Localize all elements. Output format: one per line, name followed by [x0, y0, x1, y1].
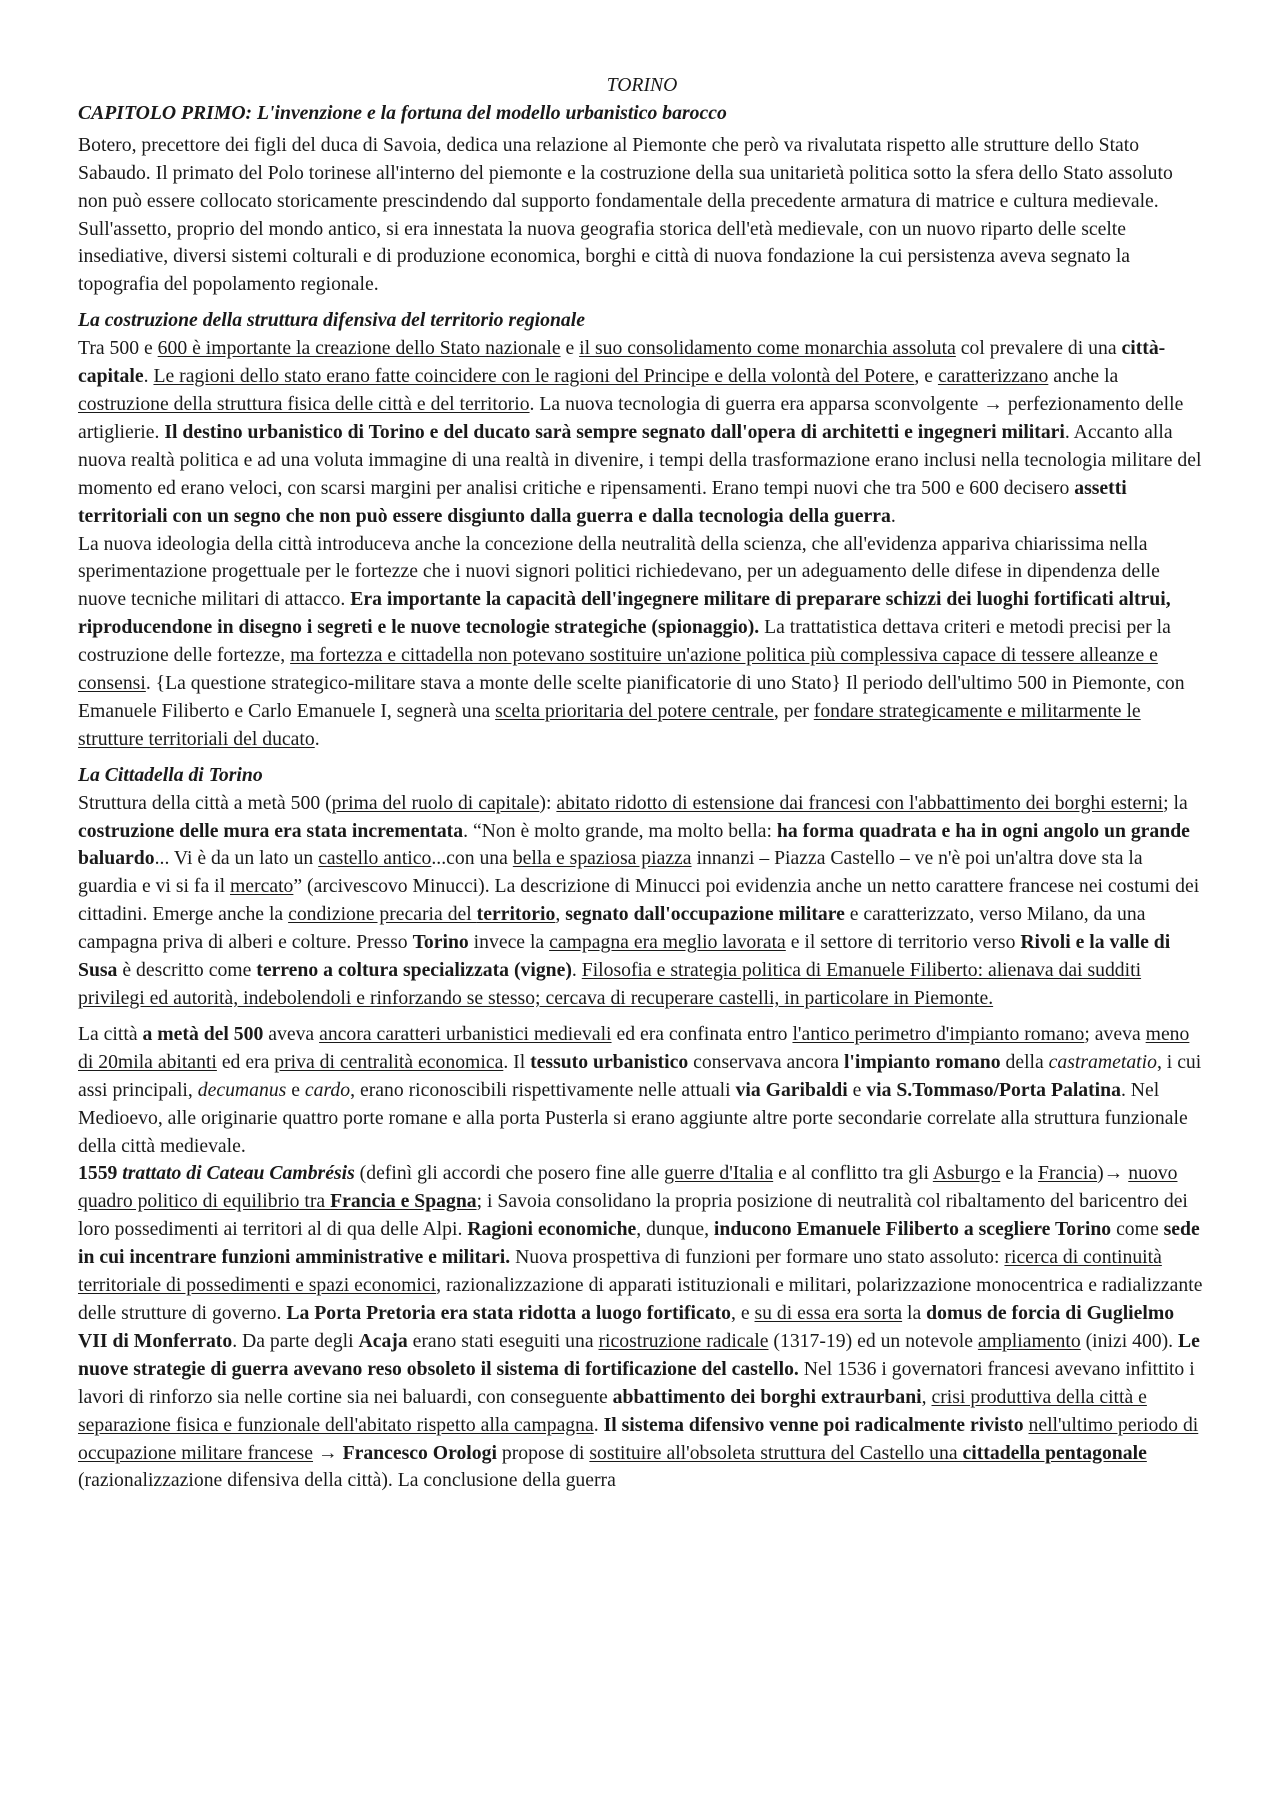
text-run: , dunque,: [636, 1218, 714, 1241]
text-run: costruzione delle mura era stata incrementata: [78, 819, 464, 842]
text-run: la: [902, 1301, 927, 1324]
text-run: tessuto urbanistico: [530, 1050, 689, 1073]
text-run: Acaja: [358, 1329, 408, 1352]
text-run: .: [571, 959, 582, 982]
text-run: ; i Savoia consolidano la propria posizione di neutralità col ribaltamento del baricentro dei loro possedimenti ai territori al di qua delle Alpi.: [78, 1190, 1188, 1241]
text-run: Era importante la capacità dell'ingegnere militare di preparare schizzi dei luoghi fortificati altrui, riproducendone in disegno i segreti e le nuove tecnologie strategiche (spionaggio).: [78, 588, 1171, 639]
text-run: su di essa era sorta: [754, 1301, 903, 1324]
text-run: anche la: [1048, 365, 1119, 388]
text-run: Il sistema difensivo venne poi radicalmente rivisto: [603, 1413, 1024, 1436]
text-run: decumanus: [197, 1078, 287, 1101]
text-run: castello antico: [318, 847, 432, 870]
text-run: .: [890, 504, 896, 527]
text-run: Struttura della città a metà 500 (: [78, 791, 332, 814]
text-run: come: [1111, 1218, 1164, 1241]
text-run: col prevalere di una: [955, 337, 1122, 360]
text-run: l'impianto romano: [843, 1050, 1001, 1073]
text-run: assetti territoriali con un segno che non può essere disgiunto dalla guerra e dalla tecnologia della guerra: [78, 476, 1127, 527]
text-run: ricostruzione radicale: [598, 1329, 769, 1352]
text-run: domus de forcia di Guglielmo VII di Monferrato: [78, 1301, 1175, 1352]
text-run: )→: [1097, 1162, 1129, 1185]
text-run: , erano riconoscibili rispettivamente nelle attuali: [350, 1078, 736, 1101]
text-run: ricerca di continuità territoriale di possedimenti e spazi economici: [78, 1246, 1162, 1297]
text-run: e la: [1000, 1162, 1039, 1185]
text-run: e caratterizzato, verso Milano, da una campagna priva di alberi e colture. Presso: [78, 903, 1146, 954]
text-run: prima del ruolo di capitale: [331, 791, 540, 814]
text-run: terreno a coltura specializzata (vigne): [256, 959, 572, 982]
text-run: e al conflitto tra gli: [773, 1162, 933, 1185]
text-run: mercato: [229, 875, 294, 898]
text-run: Ragioni economiche: [467, 1218, 637, 1241]
text-run: Botero, precettore dei figli del duca di Savoia, dedica una relazione al Piemonte che però va rivalutata rispetto alle strutture dello Stato Sabaudo. Il primato del Polo torinese all'interno del piemonte e la costruzione della sua unitarietà politica sotto la sfera dello Stato assoluto non può essere collocato storicamente prescindendo dal supporto fondamentale della precedente armatura di matrice e cultura medievale. Sull'assetto, proprio del mondo antico, si era innestata la nuova geografia storica dell'età medievale, con un nuovo riparto delle scelte insediative, diversi sistemi colturali e di produzione economica, borghi e città di nuova fondazione la cui persistenza aveva segnato la topografia del popolamento regionale.: [78, 133, 1173, 296]
text-run: e il settore di territorio verso: [785, 931, 1021, 954]
text-run: La Porta Pretoria era stata ridotta a luogo fortificato: [286, 1301, 731, 1324]
text-run: . Nel Medioevo, alle originarie quattro porte romane e alla porta Pusterla si erano aggiunte altre porte secondarie correlate alla struttura funzionale della città medievale.: [78, 1078, 1188, 1157]
text-run: guerre d'Italia: [664, 1162, 774, 1185]
text-run: della: [1000, 1050, 1049, 1073]
text-run: Francia e Spagna: [330, 1190, 477, 1213]
text-run: , per: [773, 699, 814, 722]
text-run: inducono Emanuele Filiberto a scegliere Torino: [713, 1218, 1112, 1241]
text-run: .: [314, 727, 320, 750]
section-heading-cittadella: La Cittadella di Torino: [78, 763, 263, 786]
text-run: ... Vi è da un lato un: [154, 847, 319, 870]
text-run: Il destino urbanistico di Torino e del ducato sarà sempre segnato dall'opera di architetti e ingegneri militari: [164, 420, 1065, 443]
paragraph-city-mid-500: [78, 790, 1206, 1013]
text-run: . La nuova tecnologia di guerra era apparsa sconvolgente → perfezionamento delle artiglierie.: [78, 392, 1184, 443]
text-run: 600 è importante la creazione dello Stato nazionale: [157, 337, 561, 360]
text-run: crisi produttiva della città e separazione fisica e funzionale dell'abitato rispetto alla campagna: [78, 1385, 1147, 1436]
text-run: segnato dall'occupazione militare: [565, 903, 845, 926]
text-run: ,: [555, 903, 566, 926]
text-run: via Garibaldi: [735, 1078, 848, 1101]
text-run: La nuova ideologia della città introduceva anche la concezione della neutralità della scienza, che all'evidenza appariva chiarissima nella sperimentazione progettuale per le fortezze che i nuovi signori politici richiedevano, per un adeguamento delle difese in dipendenza delle nuove tecniche militari di attacco.: [78, 532, 1160, 611]
text-run: . Il: [503, 1050, 531, 1073]
text-run: cardo: [304, 1078, 351, 1101]
paragraph-military-engineering: [78, 531, 1206, 754]
text-run: ampliamento: [977, 1329, 1081, 1352]
text-run: ancora caratteri urbanistici medievali: [319, 1022, 612, 1045]
text-run: caratterizzano: [937, 365, 1049, 388]
text-run: . {La questione strategico-militare stava a monte delle scelte pianificatorie di uno Stato} Il periodo dell'ultimo 500 in Piemonte, con Emanuele Filiberto e Carlo Emanuele I, segnerà una: [78, 672, 1185, 722]
text-run: Rivoli e la valle di Susa: [78, 931, 1171, 982]
text-run: ,: [921, 1385, 932, 1408]
text-run: erano stati eseguiti una: [407, 1329, 599, 1352]
text-run: Asburgo: [932, 1162, 1001, 1185]
text-run: .: [143, 365, 154, 388]
text-run: ” (arcivescovo Minucci). La descrizione di Minucci poi evidenzia anche un netto carattere francese nei costumi dei cittadini. Emerge anche la: [78, 875, 1200, 926]
document-title: TORINO: [606, 74, 678, 96]
document-page: [78, 72, 1206, 1503]
text-run: , e: [914, 365, 938, 388]
text-run: Le ragioni dello stato erano fatte coincidere con le ragioni del Principe e della volontà del Potere: [153, 365, 915, 388]
text-run: . Accanto alla nuova realtà politica e ad una voluta immagine di una realtà in divenire, i tempi della trasformazione erano inclusi nella tecnologia militare del momento ed erano veloci, con scarsi margini per analisi critiche e ripensamenti. Erano tempi nuovi che tra 500 e 600 decisero: [78, 420, 1202, 499]
text-run: ...con una: [431, 847, 513, 870]
text-run: (inizi 400).: [1080, 1329, 1179, 1352]
paragraph-medieval-layout: [78, 1021, 1206, 1161]
text-run: città-capitale: [78, 337, 1166, 388]
text-run: (1317-19) ed un notevole: [768, 1329, 978, 1352]
text-run: nell'ultimo periodo di occupazione militare francese: [78, 1413, 1199, 1464]
text-run: , i cui assi principali,: [78, 1050, 1202, 1101]
text-run: sede in cui incentrare funzioni amministrative e militari.: [78, 1218, 1200, 1269]
text-run: Francia: [1038, 1162, 1098, 1185]
text-run: aveva: [263, 1022, 320, 1045]
text-run: scelta prioritaria del potere centrale: [495, 699, 774, 722]
text-run: conservava ancora: [688, 1050, 844, 1073]
text-run: via S.Tommaso/Porta Palatina: [866, 1078, 1121, 1101]
text-run: ; la: [1163, 791, 1188, 814]
text-run: . Da parte degli: [232, 1329, 359, 1352]
text-run: il suo consolidamento come monarchia assoluta: [579, 337, 956, 360]
text-run: condizione precaria del: [288, 903, 477, 926]
text-run: La città: [78, 1022, 143, 1045]
text-run: . “Non è molto grande, ma molto bella:: [463, 819, 777, 842]
text-run: nuovo quadro politico di equilibrio tra: [78, 1162, 1178, 1213]
text-run: e: [847, 1078, 867, 1101]
text-run: sostituire all'obsoleta struttura del Castello una: [589, 1441, 963, 1464]
text-run: bella e spaziosa piazza: [512, 847, 692, 870]
text-run: ):: [539, 791, 557, 814]
text-run: , e: [730, 1301, 755, 1324]
text-run: Torino: [412, 931, 469, 954]
section-heading-defensive-structure: La costruzione della struttura difensiva del territorio regionale: [78, 309, 585, 332]
text-run: ha forma quadrata e ha in ogni angolo un grande baluardo: [78, 819, 1190, 870]
text-run: , razionalizzazione di apparati istituzionali e militari, polarizzazione monocentrica e radializzante delle strutture di governo.: [78, 1274, 1203, 1324]
text-run: (razionalizzazione difensiva della città). La conclusione della guerra: [78, 1469, 616, 1492]
text-run: meno di 20mila abitanti: [78, 1022, 1190, 1073]
text-run: La trattatistica dettava criteri e metodi precisi per la costruzione delle fortezze,: [78, 616, 1171, 667]
text-run: è descritto come: [117, 959, 257, 982]
text-run: Tra 500 e: [78, 337, 158, 360]
text-run: 1559: [78, 1162, 123, 1185]
text-run: ma fortezza e cittadella non potevano sostituire un'azione politica più complessiva capace di tessere alleanze e consensi: [78, 644, 1158, 695]
text-run: priva di centralità economica: [274, 1050, 504, 1073]
text-run: propose di: [496, 1441, 590, 1464]
text-run: .: [593, 1413, 604, 1436]
text-run: fondare strategicamente e militarmente le strutture territoriali del ducato: [78, 699, 1141, 750]
text-run: Nel 1536 i governatori francesi avevano infittito i lavori di rinforzo sia nelle cortine sia nei baluardi, con conseguente: [78, 1357, 1195, 1408]
text-run: e: [286, 1078, 305, 1101]
text-run: invece la: [468, 931, 550, 954]
text-run: abbattimento dei borghi extraurbani: [612, 1385, 922, 1408]
text-run: costruzione della struttura fisica delle città e del territorio: [78, 392, 530, 415]
text-run: →: [313, 1441, 343, 1464]
text-run: territorio: [476, 903, 556, 926]
text-run: castrametatio: [1048, 1050, 1157, 1073]
text-run: Filosofia e strategia politica di Emanuele Filiberto: alienava dai sudditi privilegi ed autorità, indebolendoli e rinforzando se stesso; cercava di recuperare castelli, in particolare in Piemonte.: [78, 959, 1142, 1009]
text-run: ; aveva: [1084, 1022, 1146, 1045]
text-run: campagna era meglio lavorata: [549, 931, 786, 954]
text-run: l'antico perimetro d'impianto romano: [792, 1022, 1085, 1045]
text-run: Le nuove strategie di guerra avevano reso obsoleto il sistema di fortificazione del castello.: [78, 1329, 1200, 1380]
text-run: Nuova prospettiva di funzioni per formare uno stato assoluto:: [510, 1246, 1005, 1269]
chapter-heading: CAPITOLO PRIMO: L'invenzione e la fortuna del modello urbanistico barocco: [78, 101, 727, 124]
text-run: e: [560, 337, 580, 360]
paragraph-nation-state: [78, 335, 1206, 530]
text-run: a metà del 500: [142, 1022, 264, 1045]
text-run: trattato di Cateau Cambrésis: [122, 1162, 355, 1185]
intro-paragraph: [78, 132, 1206, 299]
text-run: abitato ridotto di estensione dai francesi con l'abbattimento dei borghi esterni: [556, 791, 1164, 814]
text-run: Francesco Orologi: [342, 1441, 497, 1464]
text-run: ed era confinata entro: [611, 1022, 793, 1045]
paragraph-cateau-cambresis: [78, 1160, 1206, 1495]
text-run: (definì gli accordi che posero fine alle: [354, 1162, 665, 1185]
text-run: ed era: [216, 1050, 275, 1073]
text-run: innanzi – Piazza Castello – ve n'è poi un'altra dove sta la guardia e vi si fa il: [78, 847, 1143, 898]
text-run: cittadella pentagonale: [962, 1441, 1147, 1464]
